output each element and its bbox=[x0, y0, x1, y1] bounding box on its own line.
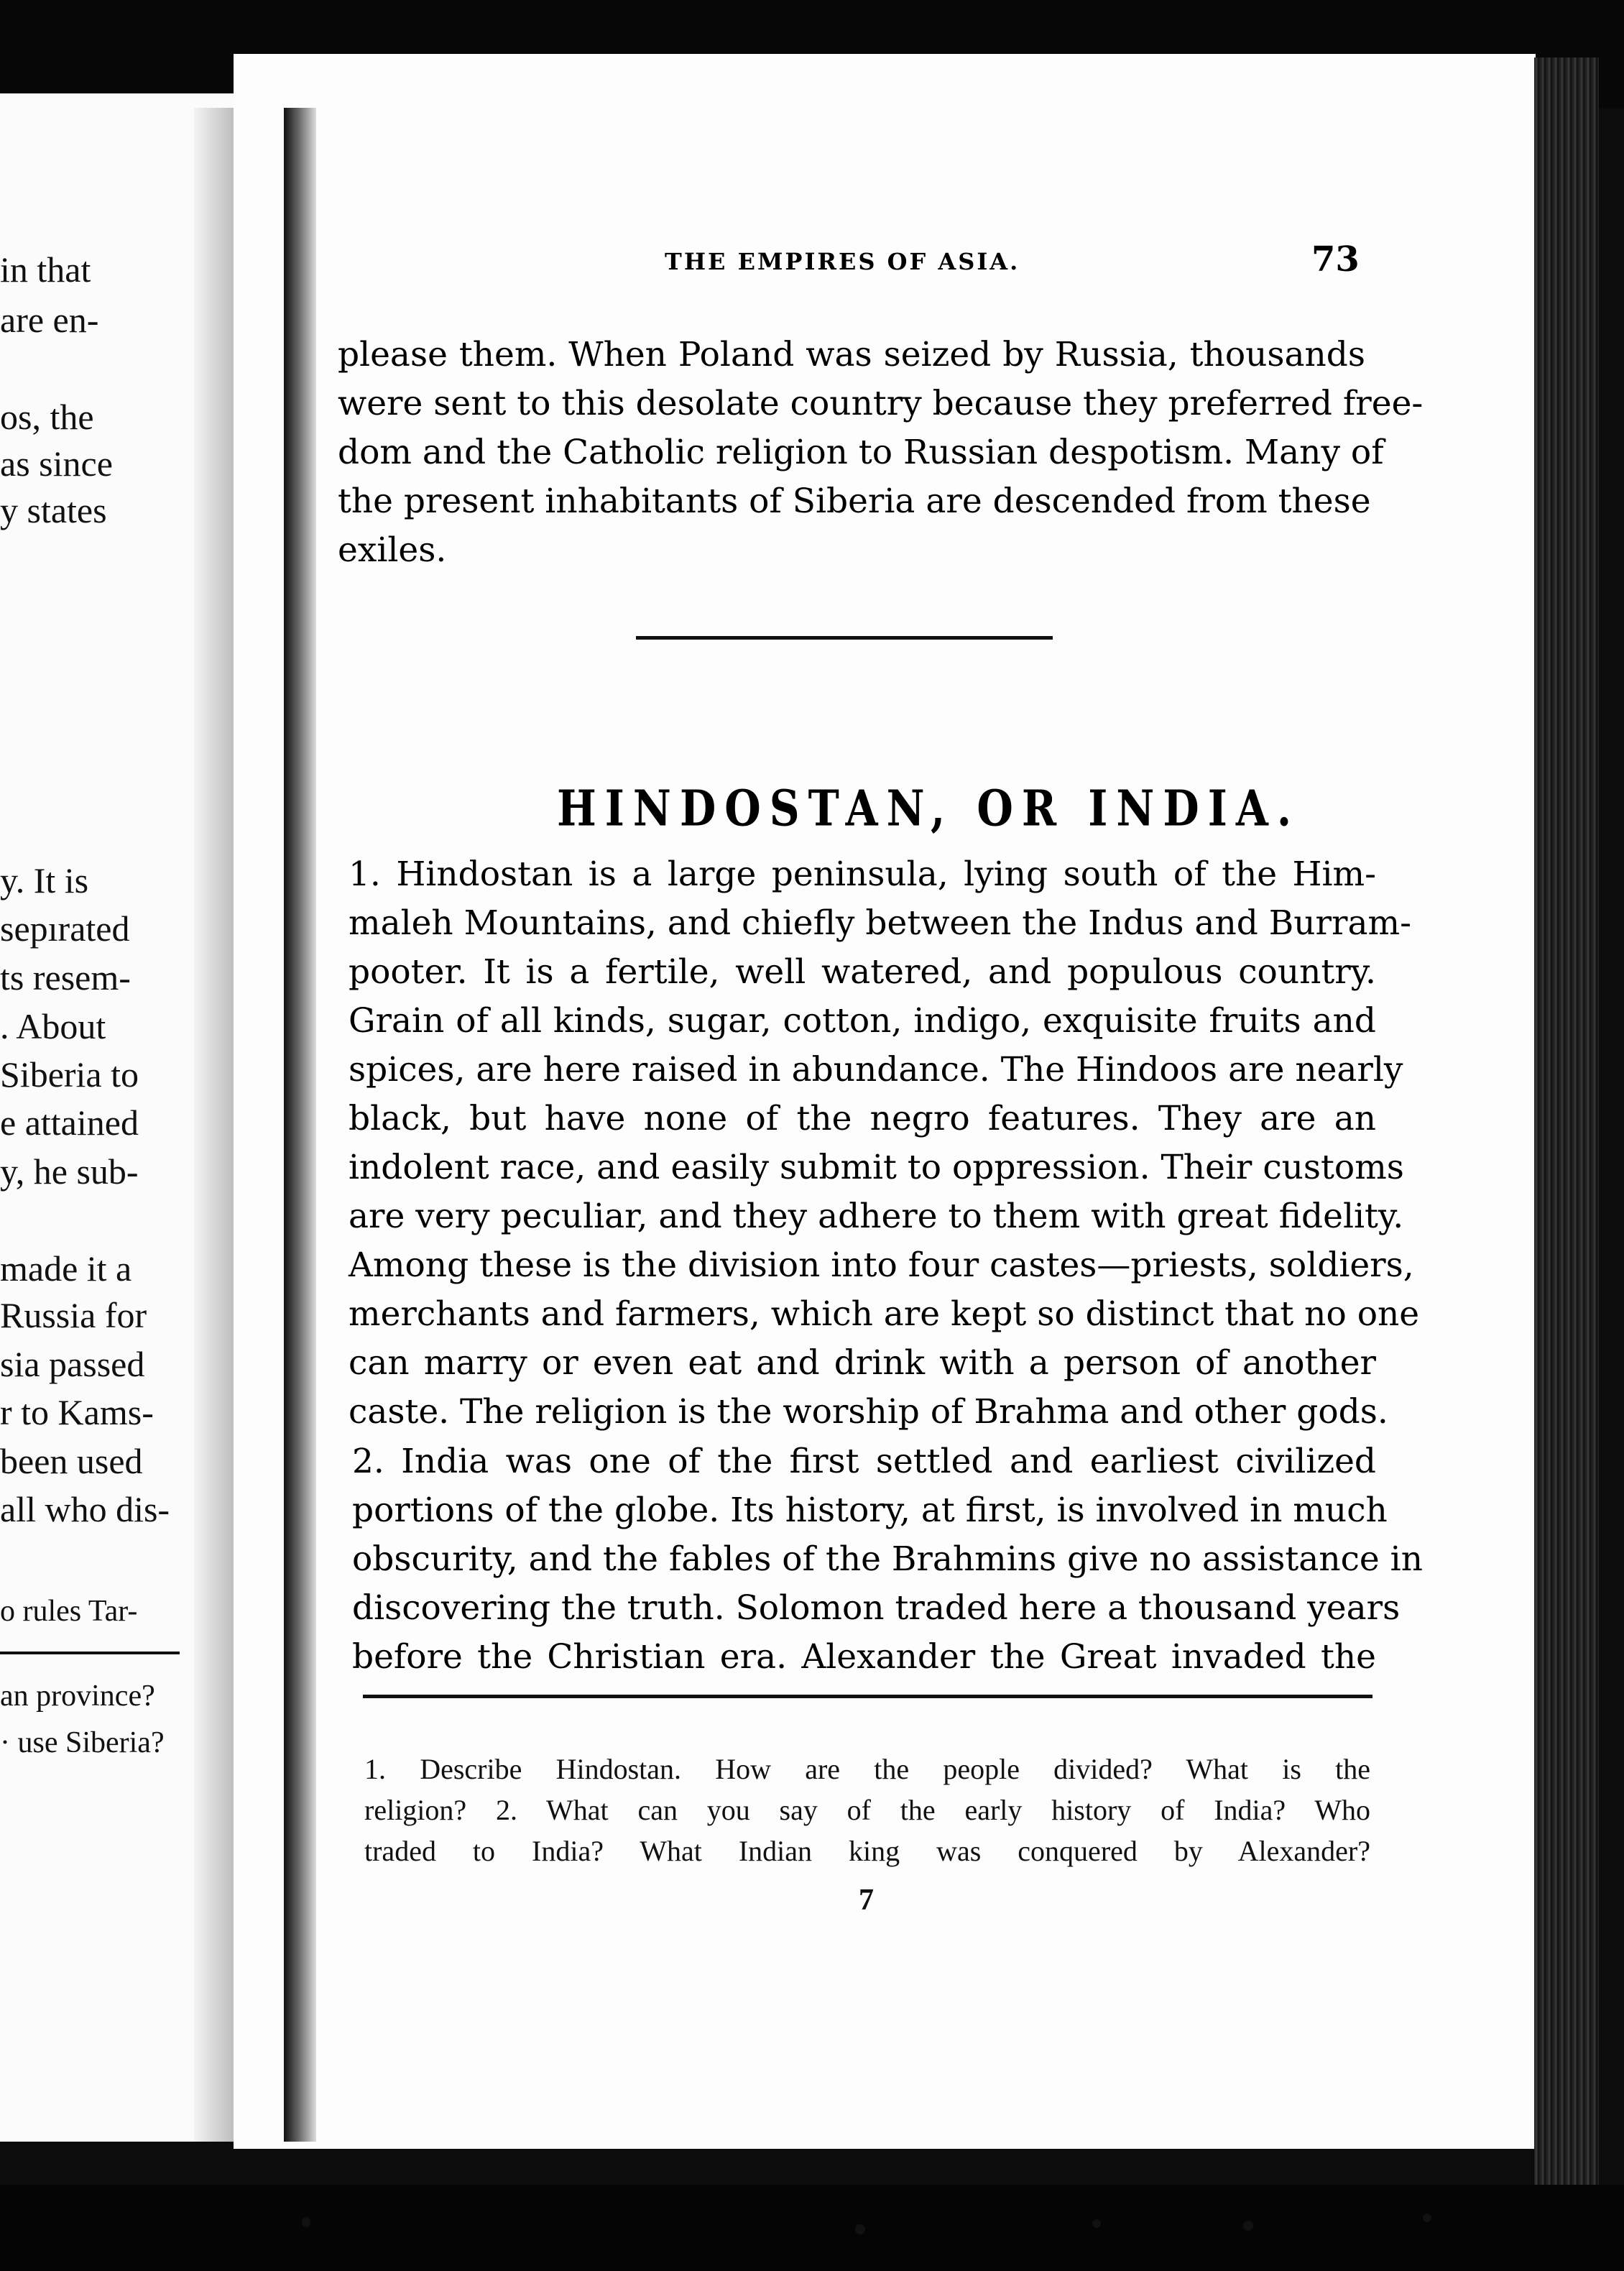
text-line: can marry or even eat and drink with a person of another bbox=[349, 1343, 1376, 1383]
running-head: THE EMPIRES OF ASIA. bbox=[665, 248, 1020, 275]
previous-page-text-line: as since bbox=[0, 443, 113, 484]
previous-page-rule bbox=[0, 1652, 180, 1654]
previous-page-text-line: ts resem- bbox=[0, 957, 131, 998]
previous-page-text-line: · use Siberia? bbox=[0, 1726, 165, 1759]
previous-page-text-line: y states bbox=[0, 490, 107, 530]
previous-page-text-line: Siberia to bbox=[0, 1054, 139, 1095]
signature-mark: 7 bbox=[859, 1884, 874, 1917]
text-line: indolent race, and easily submit to oppression. Their customs bbox=[349, 1148, 1404, 1187]
previous-page-text-line: sepırated bbox=[0, 908, 130, 949]
section-divider bbox=[636, 636, 1053, 640]
previous-page-text-line: an province? bbox=[0, 1680, 155, 1713]
previous-page-text-line: are en- bbox=[0, 300, 99, 340]
text-line: please them. When Poland was seized by Russia, thousands bbox=[338, 335, 1365, 374]
intro-paragraph bbox=[338, 331, 1424, 575]
text-line: Among these is the division into four castes—priests, soldiers, bbox=[349, 1245, 1414, 1285]
footnote-line: religion? 2. What can you say of the early history of India? Who bbox=[364, 1794, 1370, 1826]
text-line: caste. The religion is the worship of Brahma and other gods. bbox=[349, 1392, 1388, 1432]
scan-speck bbox=[1423, 2214, 1431, 2222]
text-line: dom and the Catholic religion to Russian despotism. Many of bbox=[338, 433, 1384, 472]
previous-page-text-line: in that bbox=[0, 249, 91, 290]
text-line: black, but have none of the negro features. They are an bbox=[349, 1099, 1376, 1138]
text-line: portions of the globe. Its history, at first, is involved in much bbox=[352, 1491, 1388, 1530]
previous-page-text-line: e attained bbox=[0, 1102, 139, 1143]
text-line: 2. India was one of the first settled and earliest civilized bbox=[352, 1442, 1376, 1481]
text-line: maleh Mountains, and chiefly between the Indus and Burram- bbox=[349, 903, 1411, 943]
previous-page-text-line: . About bbox=[0, 1006, 106, 1046]
text-line: before the Christian era. Alexander the Great invaded the bbox=[352, 1637, 1376, 1677]
previous-page-text-line: y. It is bbox=[0, 860, 89, 900]
text-line: were sent to this desolate country because they preferred free- bbox=[338, 384, 1424, 423]
scan-speck bbox=[855, 2224, 865, 2234]
footnote-divider bbox=[363, 1695, 1372, 1698]
scan-speck bbox=[1092, 2219, 1101, 2228]
scan-background-bottom bbox=[0, 2185, 1624, 2271]
text-line: are very peculiar, and they adhere to them with great fidelity. bbox=[349, 1197, 1404, 1236]
text-line: spices, are here raised in abundance. The Hindoos are nearly bbox=[349, 1050, 1403, 1090]
text-line: pooter. It is a fertile, well watered, and populous country. bbox=[349, 952, 1376, 992]
text-line: the present inhabitants of Siberia are descended from these bbox=[338, 482, 1371, 521]
scan-speck bbox=[1243, 2221, 1253, 2231]
text-line: obscurity, and the fables of the Brahmins give no assistance in bbox=[352, 1539, 1423, 1579]
scan-speck bbox=[302, 2217, 310, 2227]
previous-page-text-line: os, the bbox=[0, 397, 94, 437]
previous-page-text-line: made it a bbox=[0, 1248, 132, 1289]
text-line: merchants and farmers, which are kept so distinct that no one bbox=[349, 1294, 1420, 1334]
previous-page-text-line: y, he sub- bbox=[0, 1151, 139, 1192]
previous-page-text-line: o rules Tar- bbox=[0, 1595, 138, 1628]
text-line: 1. Hindostan is a large peninsula, lying south of the Him- bbox=[349, 854, 1376, 894]
previous-page-text-line: Russia for bbox=[0, 1295, 147, 1335]
section-title: HINDOSTAN, OR INDIA. bbox=[557, 780, 1301, 838]
text-line: Grain of all kinds, sugar, cotton, indigo, exquisite fruits and bbox=[349, 1001, 1376, 1041]
page-number: 73 bbox=[1311, 239, 1360, 280]
paragraph-2 bbox=[352, 1437, 1423, 1682]
current-page bbox=[234, 54, 1536, 2149]
previous-page-text-line: been used bbox=[0, 1441, 143, 1481]
previous-page-text-line: all who dis- bbox=[0, 1489, 170, 1529]
study-questions bbox=[364, 1749, 1370, 1871]
text-line: discovering the truth. Solomon traded here a thousand years bbox=[352, 1588, 1401, 1628]
paragraph-1 bbox=[349, 850, 1420, 1437]
previous-page-text-line: sia passed bbox=[0, 1344, 145, 1384]
footnote-line: 1. Describe Hindostan. How are the people divided? What is the bbox=[364, 1753, 1370, 1785]
text-line: exiles. bbox=[338, 530, 447, 570]
page-edges bbox=[1534, 57, 1599, 2185]
page-fold-shadow bbox=[284, 108, 316, 2142]
footnote-line: traded to India? What Indian king was conquered by Alexander? bbox=[364, 1835, 1370, 1867]
previous-page-text-line: r to Kams- bbox=[0, 1392, 154, 1432]
